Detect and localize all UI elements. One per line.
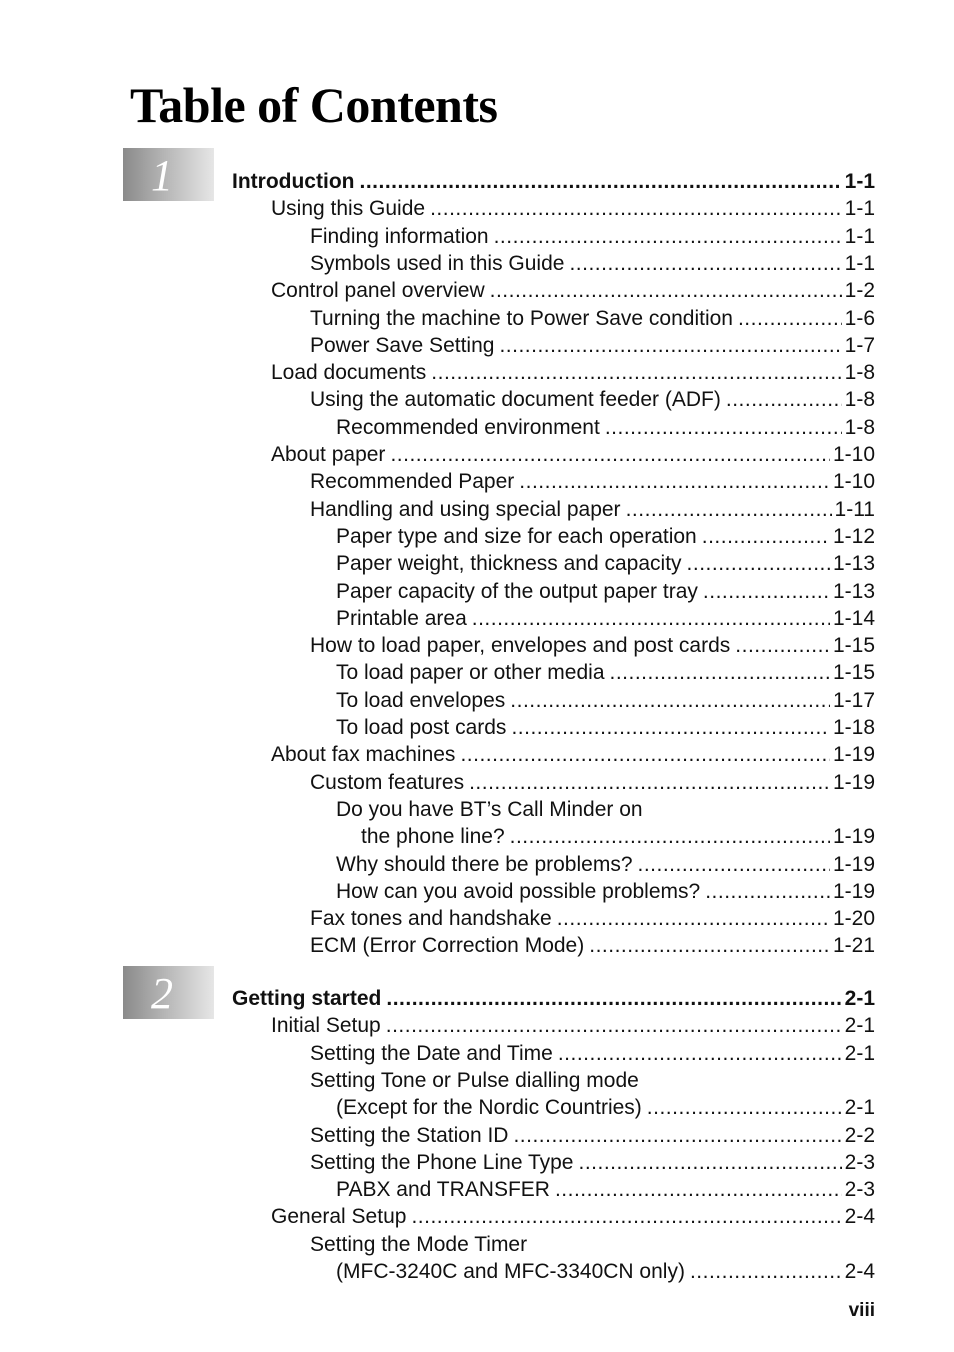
toc-entry[interactable] [310,905,875,932]
toc-entry-page: 1-1 [844,224,875,248]
toc-dot-leader [735,632,830,659]
toc-entry-page: 2-4 [844,1260,875,1283]
toc-entry-title: Finding information [310,224,489,248]
toc-entry[interactable] [310,223,875,250]
toc-dot-leader [687,550,830,577]
toc-entry-page: 2-3 [844,1178,875,1202]
toc-entry-title: Setting the Phone Line Type [310,1150,574,1174]
toc-entry[interactable] [336,659,875,686]
toc-entry[interactable] [336,687,875,714]
toc-entry-page: 1-19 [832,770,875,794]
toc-entry[interactable] [310,332,875,359]
toc-entry[interactable] [310,769,875,796]
toc-dot-leader [647,1094,842,1121]
toc-entry-title: How to load paper, envelopes and post cards [310,634,731,658]
toc-entry-page: 1-17 [832,688,875,712]
toc-entry-page: 2-1 [844,1096,875,1120]
toc-entry-title: Turning the machine to Power Save condition [310,306,733,330]
toc-entry[interactable] [336,578,875,605]
toc-entry-page: 1-19 [832,825,875,849]
toc-entry-title: Setting the Mode Timer [310,1232,528,1256]
toc-entry-page: 2-3 [844,1150,875,1174]
toc-entry[interactable] [310,1040,875,1067]
toc-entry-title: About fax machines [271,743,456,767]
toc-entry-title: Paper type and size for each operation [336,524,697,548]
toc-dot-leader [519,468,830,495]
toc-entry-title: General Setup [271,1205,407,1229]
toc-entry-page: 1-11 [834,497,875,521]
toc-dot-leader [359,168,841,195]
toc-entry-title: To load post cards [336,716,507,739]
toc-entry[interactable] [336,414,875,441]
toc-entry[interactable] [336,851,875,878]
toc-entry[interactable] [271,441,875,468]
chapter-number: 1 [151,151,173,200]
toc-entry-page: 1-1 [844,251,875,275]
toc-entry-page: 1-15 [832,661,875,685]
toc-entry-title: ECM (Error Correction Mode) [310,934,585,958]
toc-entry[interactable] [271,741,875,768]
toc-entry[interactable] [271,1012,875,1039]
toc-entry[interactable] [310,305,875,332]
toc-entry-page: 1-20 [832,907,875,931]
toc-dot-leader [557,905,830,932]
toc-entry-page: 1-13 [832,579,875,603]
toc-entry[interactable] [271,359,875,386]
toc-entry-title: Setting Tone or Pulse dialling mode [310,1068,639,1092]
toc-entry-page: 2-1 [844,1014,875,1038]
toc-entry-page: 1-6 [844,306,875,330]
toc-entry-title: About paper [271,443,386,466]
toc-entry-page: 1-8 [844,388,875,412]
toc-dot-leader [510,823,830,850]
toc-dot-leader [555,1176,842,1203]
toc-entry-title: Paper capacity of the output paper tray [336,579,698,603]
toc-entry-page: 2-1 [844,987,875,1010]
footer-page-number: viii [848,1300,875,1321]
toc-entry-title: Power Save Setting [310,333,495,357]
toc-entry-page: 1-19 [832,852,875,876]
toc-dot-leader [411,1203,841,1230]
toc-dot-leader [589,932,830,959]
toc-dot-leader [490,277,842,304]
toc-dot-leader [703,578,830,605]
toc-dot-leader [390,441,830,468]
toc-entry-title: Symbols used in this Guide [310,251,565,275]
toc-entry-title: Using this Guide [271,197,426,221]
toc-entry-page: 1-8 [844,415,875,439]
toc-dot-leader [513,1122,841,1149]
toc-dot-leader [386,985,841,1012]
toc-dot-leader [494,223,842,250]
toc-entry-page: 1-2 [844,279,875,303]
toc-entry[interactable] [271,277,875,304]
toc-dot-leader [431,359,841,386]
toc-entry-page: 1-15 [832,634,875,658]
toc-entry-title: Introduction [232,170,355,193]
toc-dot-leader [726,386,842,413]
toc-entry[interactable] [336,1258,875,1285]
toc-entry-title: Custom features [310,770,465,794]
toc-entry-page: 1-10 [832,443,875,466]
toc-dot-leader [430,195,842,222]
toc-dot-leader [638,851,830,878]
toc-dot-leader [499,332,841,359]
toc-dot-leader [472,605,830,632]
toc-entry-title: To load paper or other media [336,661,605,685]
toc-entry[interactable] [310,632,875,659]
toc-entry-title: (MFC-3240C and MFC-3340CN only) [336,1260,685,1283]
toc-dot-leader [705,878,830,905]
toc-entry-title: (Except for the Nordic Countries) [336,1096,642,1120]
toc-dot-leader [610,659,830,686]
toc-entry-page: 1-12 [832,524,875,548]
toc-entry[interactable] [336,550,875,577]
toc-entry-title: Handling and using special paper [310,497,621,521]
toc-entry[interactable] [336,605,875,632]
toc-entry-title: Recommended environment [336,415,600,439]
toc-entry-title: Recommended Paper [310,470,515,494]
toc-entry[interactable] [336,796,875,823]
toc-entry[interactable] [336,1094,875,1121]
toc-dot-leader [690,1258,842,1285]
toc-entry[interactable] [336,523,875,550]
toc-entry[interactable] [271,195,875,222]
toc-entry-page: 1-21 [832,934,875,958]
toc-entry-title: Setting the Date and Time [310,1041,553,1065]
toc-entry-page: 1-8 [844,361,875,385]
toc-entry-page: 1-10 [832,470,875,494]
toc-dot-leader [386,1012,842,1039]
toc-dot-leader [738,305,842,332]
toc-entry[interactable] [310,386,875,413]
toc-entry-title: To load envelopes [336,688,506,712]
toc-entry-title: Do you have BT’s Call Minder on [336,797,643,821]
toc-entry-title: Why should there be problems? [336,852,633,876]
toc-entry-page: 1-7 [844,333,875,357]
toc-entry-title: Printable area [336,606,467,630]
toc-entry[interactable] [271,1203,875,1230]
toc-entry-page: 2-4 [844,1205,875,1229]
toc-entry[interactable] [310,1149,875,1176]
toc-dot-leader [702,523,830,550]
toc-entry[interactable] [310,1231,875,1258]
toc-entry[interactable] [310,1122,875,1149]
chapter-tab-2 [123,966,214,1019]
page-title: Table of Contents [130,77,498,133]
toc-entry-page: 1-13 [832,552,875,576]
toc-entry-title: PABX and TRANSFER [336,1178,550,1202]
toc-entry-page: 2-2 [844,1123,875,1147]
toc-dot-leader [511,714,830,741]
toc-entry-page: 1-1 [844,197,875,221]
toc-dot-leader [469,769,830,796]
toc-entry-page: 1-1 [844,170,875,193]
toc-entry[interactable] [336,714,875,741]
toc-entry[interactable] [336,878,875,905]
toc-entry-title: the phone line? [361,825,505,849]
toc-entry-title: Getting started [232,987,382,1010]
toc-entry[interactable] [310,496,875,523]
toc-dot-leader [460,741,830,768]
toc-dot-leader [510,687,830,714]
toc-entry[interactable] [310,468,875,495]
toc-entry-page: 1-19 [832,879,875,903]
toc-entry-title: Initial Setup [271,1014,381,1038]
toc-entry-page: 2-1 [844,1041,875,1065]
toc-entry-title: Setting the Station ID [310,1123,509,1147]
toc-entry[interactable] [310,250,875,277]
toc-entry[interactable] [361,823,875,850]
chapter-number: 2 [151,969,173,1018]
toc-dot-leader [626,496,832,523]
toc-entry[interactable] [336,1176,875,1203]
toc-dot-leader [558,1040,842,1067]
toc-entry-page: 1-19 [832,743,875,767]
toc-entry[interactable] [310,932,875,959]
chapter-tab-1 [123,148,214,201]
toc-dot-leader [569,250,841,277]
toc-dot-leader [578,1149,841,1176]
toc-dot-leader [605,414,842,441]
toc-entry-page: 1-14 [832,606,875,630]
toc-entry[interactable] [232,985,875,1012]
toc-entry[interactable] [310,1067,875,1094]
toc-entry-title: Paper weight, thickness and capacity [336,552,682,576]
toc-entry-title: Load documents [271,361,427,385]
toc-entry[interactable] [232,168,875,195]
toc-entry-title: Control panel overview [271,279,485,303]
toc-entry-title: Using the automatic document feeder (ADF) [310,388,721,412]
toc-entry-page: 1-18 [832,716,875,739]
toc-entry-title: How can you avoid possible problems? [336,879,701,903]
toc-entry-title: Fax tones and handshake [310,907,552,931]
